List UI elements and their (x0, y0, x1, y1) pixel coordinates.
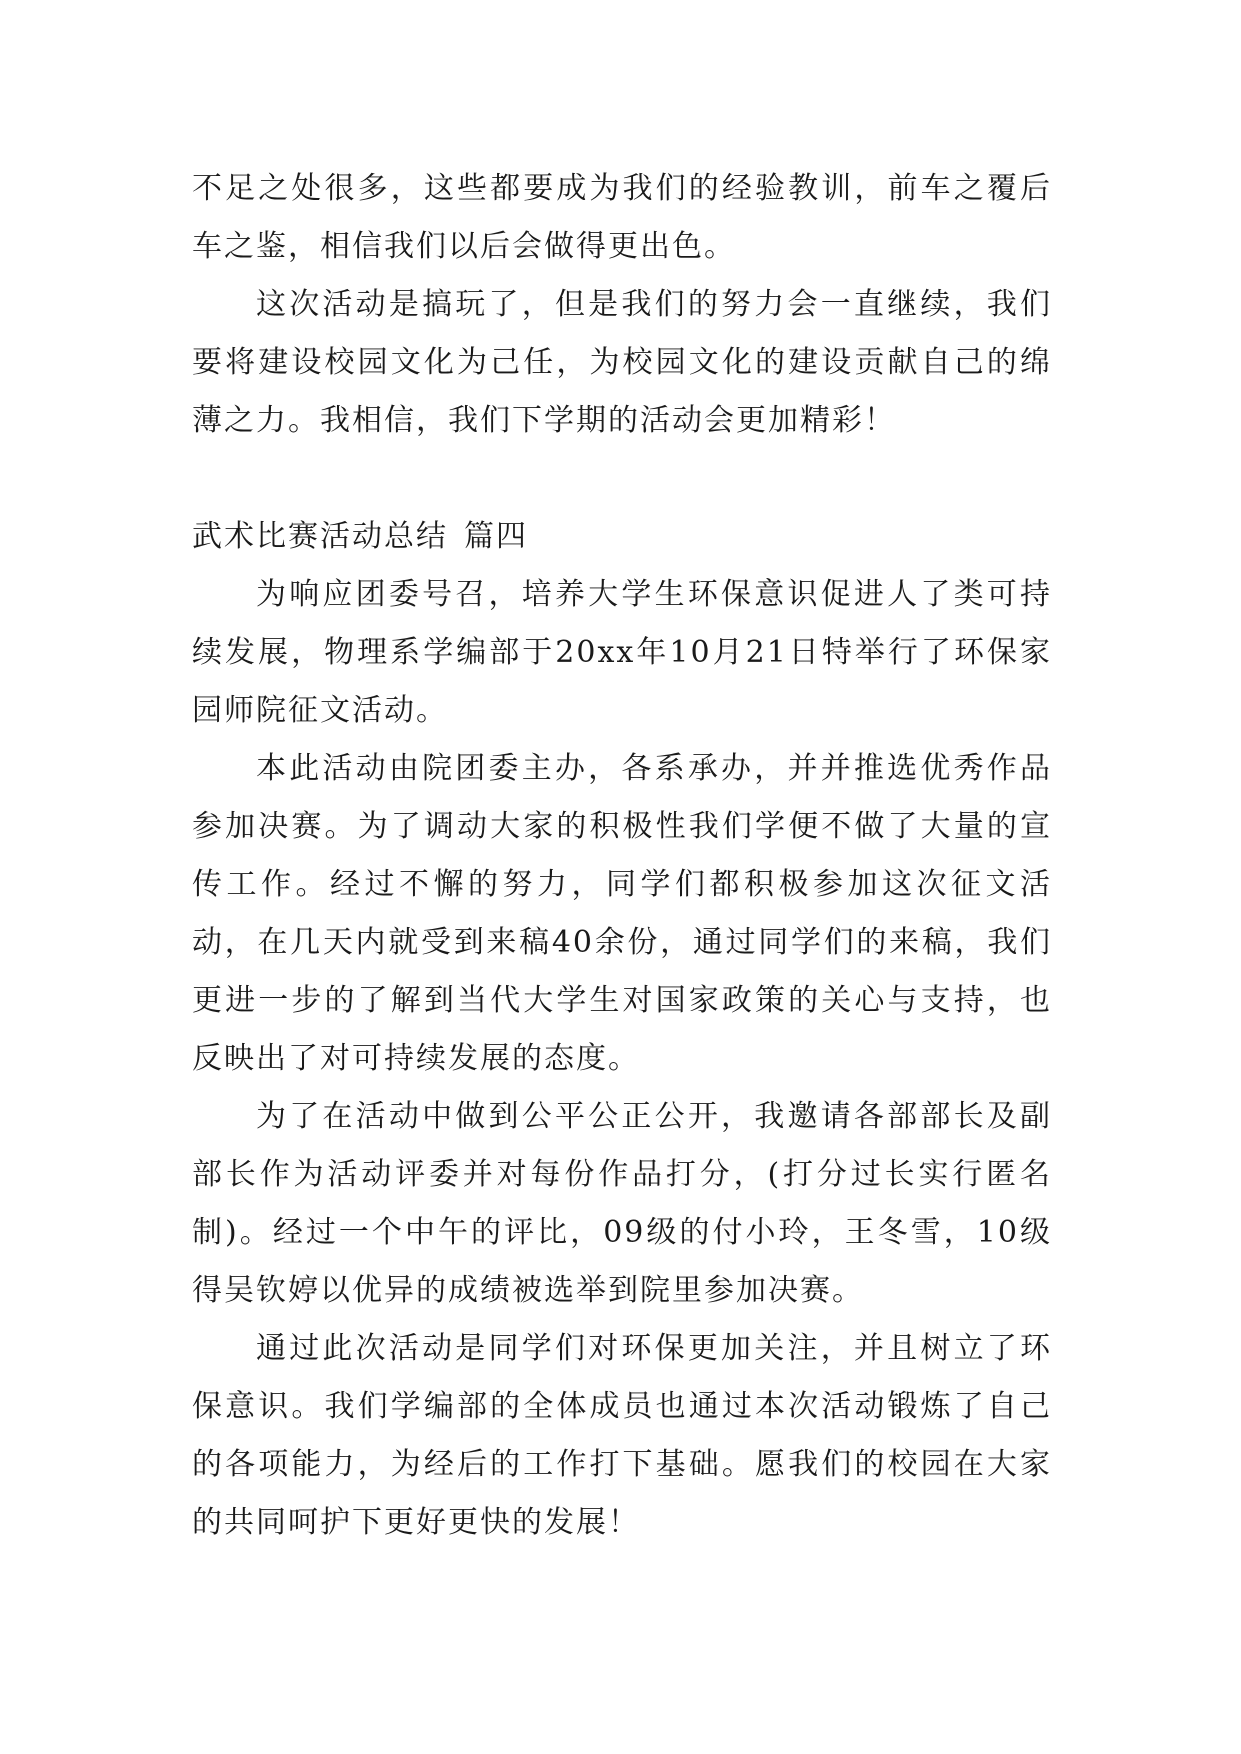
paragraph-activity-closing: 这次活动是搞玩了，但是我们的努力会一直继续，我们要将建设校园文化为己任，为校园文化的建设贡献自己的绵薄之力。我相信，我们下学期的活动会更加精彩！ (192, 287, 1052, 438)
paragraph-continuation: 不足之处很多，这些都要成为我们的经验教训，前车之覆后车之鉴，相信我们以后会做得更出色。 (192, 171, 1052, 264)
paragraph-organization: 本此活动由院团委主办，各系承办，并并推选优秀作品参加决赛。为了调动大家的积极性我们学便不做了大量的宣传工作。经过不懈的努力，同学们都积极参加这次征文活动，在几天内就受到来稿40余份，通过同学们的来稿，我们更进一步的了解到当代大学生对国家政策的关心与支持，也反映出了对可持续发展的态度。 (192, 751, 1052, 1076)
paragraph-conclusion: 通过此次活动是同学们对环保更加关注，并且树立了环保意识。我们学编部的全体成员也通过本次活动锻炼了自己的各项能力，为经后的工作打下基础。愿我们的校园在大家的共同呵护下更好更快的发展！ (192, 1331, 1052, 1540)
section-title: 武术比赛活动总结 (192, 519, 448, 554)
document-body (192, 160, 1052, 1552)
paragraph-intro: 为响应团委号召，培养大学生环保意识促进人了类可持续发展，物理系学编部于20xx年10月21日特举行了环保家园师院征文活动。 (192, 577, 1052, 728)
section-heading (192, 508, 1052, 566)
paragraph-judging: 为了在活动中做到公平公正公开，我邀请各部部长及副部长作为活动评委并对每份作品打分，(打分过长实行匿名制)。经过一个中午的评比，09级的付小玲，王冬雪，10级得吴钦婷以优异的成绩被选举到院里参加决赛。 (192, 1099, 1052, 1308)
section-part-label: 篇四 (464, 519, 528, 554)
